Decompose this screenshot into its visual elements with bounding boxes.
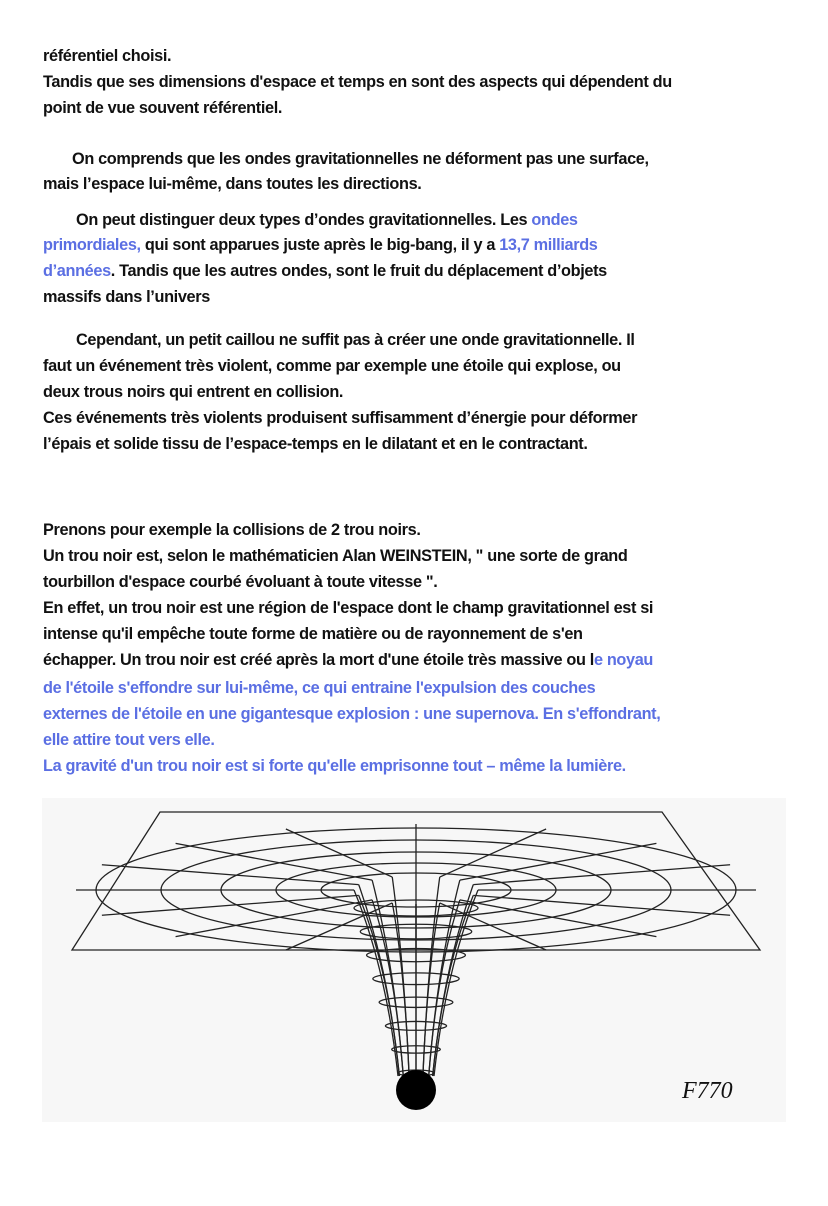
text-line xyxy=(43,233,598,257)
text-line xyxy=(76,208,578,232)
black-hole-spacetime-figure xyxy=(42,798,786,1122)
text-line: tourbillon d'espace courbé évoluant à toute vitesse ". xyxy=(43,573,438,591)
text-line: La gravité d'un trou noir est si forte qu'elle emprisonne tout – même la lumière. xyxy=(43,757,626,775)
text-line xyxy=(43,259,607,283)
text: qui sont apparues juste après le big-bang, il y a xyxy=(140,236,500,254)
text-line: En effet, un trou noir est une région de l'espace dont le champ gravitationnel est si xyxy=(43,599,654,617)
text-line: faut un événement très violent, comme par exemple une étoile qui explose, ou xyxy=(43,357,621,375)
text-line: point de vue souvent référentiel. xyxy=(43,99,283,117)
highlight-text: ondes xyxy=(531,211,578,229)
text-line: référentiel choisi. xyxy=(43,47,172,65)
text-line: mais l’espace lui-même, dans toutes les directions. xyxy=(43,175,422,193)
text-line: Prenons pour exemple la collisions de 2 trou noirs. xyxy=(43,521,421,539)
text: On peut distinguer deux types d’ondes gravitationnelles. Les xyxy=(76,211,532,229)
text: . Tandis que les autres ondes, sont le fruit du déplacement d’objets xyxy=(110,262,607,280)
highlight-text: 13,7 milliards xyxy=(499,236,598,254)
text-line: de l'étoile s'effondre sur lui-même, ce qui entraine l'expulsion des couches xyxy=(43,679,596,697)
highlight-text: e noyau xyxy=(593,651,654,669)
text-line: massifs dans l’univers xyxy=(43,288,210,306)
signature: F770 xyxy=(682,1078,733,1104)
text-line: Ces événements très violents produisent suffisamment d’énergie pour déformer xyxy=(43,409,638,427)
text-line: Un trou noir est, selon le mathématicien Alan WEINSTEIN, " une sorte de grand xyxy=(43,547,628,565)
text-line: On comprends que les ondes gravitationnelles ne déforment pas une surface, xyxy=(72,150,649,168)
text-line: l’épais et solide tissu de l’espace-temps en le dilatant et en le contractant. xyxy=(43,435,588,453)
highlight-text: d’années xyxy=(43,262,111,280)
text: échapper. Un trou noir est créé après la mort d'une étoile très massive ou l xyxy=(43,651,594,669)
text-line: externes de l'étoile en une gigantesque explosion : une supernova. En s'effondrant, xyxy=(43,705,661,723)
highlight-text: primordiales, xyxy=(43,236,141,254)
text-line: intense qu'il empêche toute forme de matière ou de rayonnement de s'en xyxy=(43,625,583,643)
text-line xyxy=(43,648,653,672)
text-line: deux trous noirs qui entrent en collision. xyxy=(43,383,344,401)
text-line: elle attire tout vers elle. xyxy=(43,731,215,749)
text-line: Tandis que ses dimensions d'espace et temps en sont des aspects qui dépendent du xyxy=(43,73,672,91)
black-hole-ball xyxy=(396,1070,436,1110)
text-line: Cependant, un petit caillou ne suffit pas à créer une onde gravitationnelle. Il xyxy=(76,331,635,349)
